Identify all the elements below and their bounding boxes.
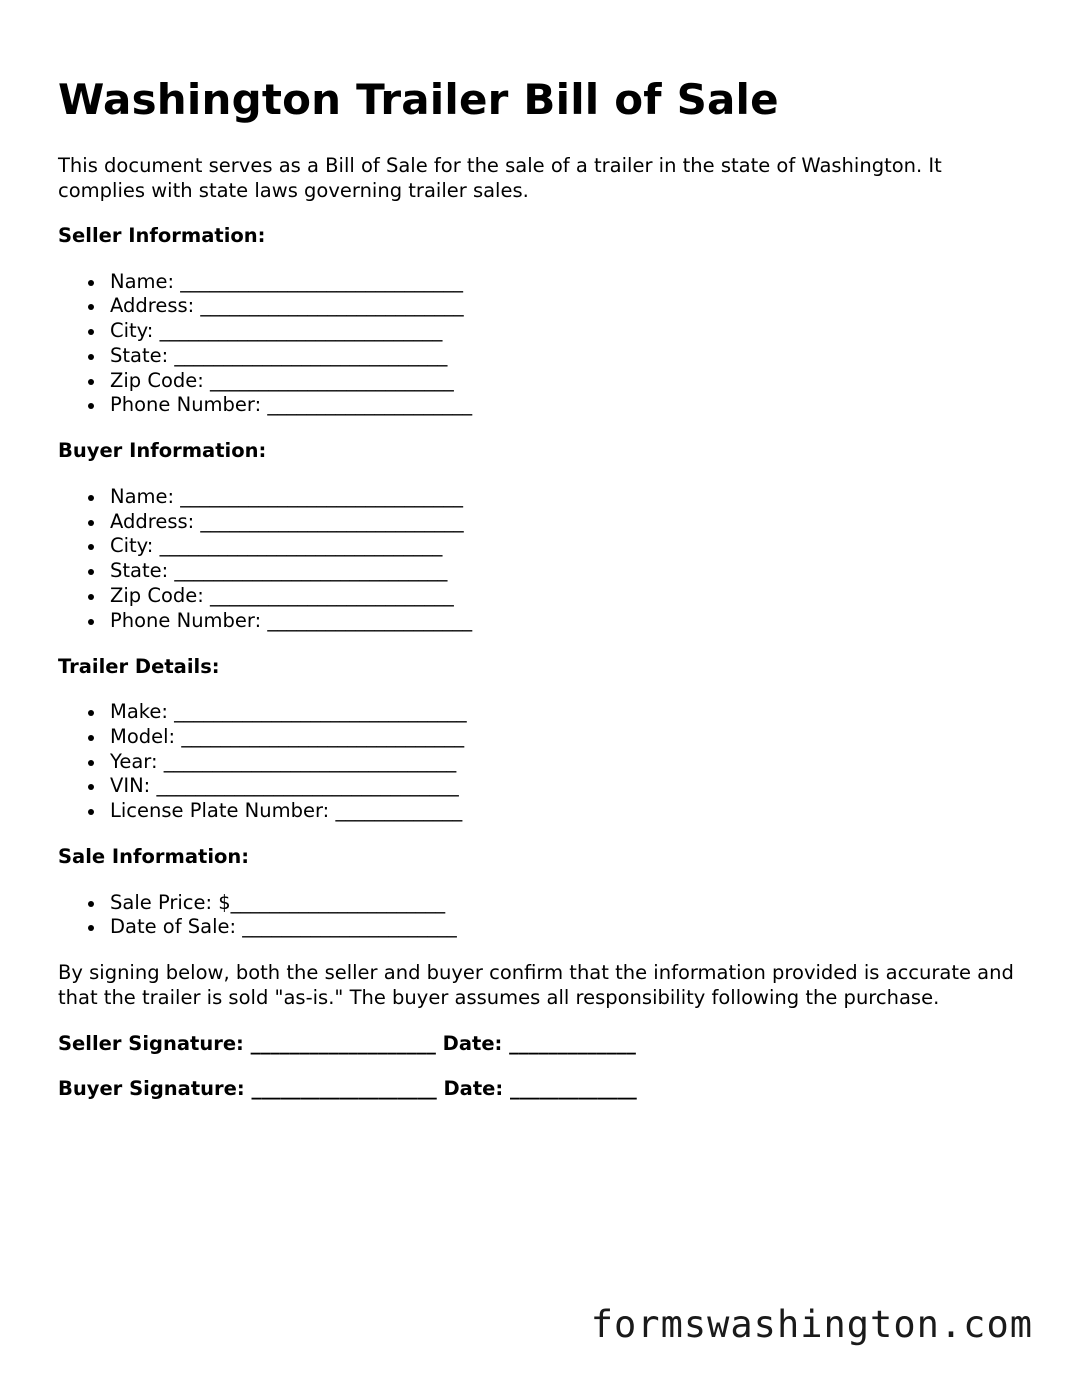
buyer-name-field: Name: _____________________________	[110, 485, 1018, 510]
sale-date-field: Date of Sale: ______________________	[110, 915, 1018, 940]
trailer-make-field: Make: ______________________________	[110, 700, 1018, 725]
buyer-signature-line: Buyer Signature: ___________________ Date: _____________	[58, 1077, 637, 1101]
seller-phone-field: Phone Number: _____________________	[110, 393, 1018, 418]
seller-zip-field: Zip Code: _________________________	[110, 369, 1018, 394]
seller-heading: Seller Information:	[58, 224, 266, 247]
buyer-phone-field: Phone Number: _____________________	[110, 609, 1018, 634]
page-title: Washington Trailer Bill of Sale	[58, 75, 779, 124]
sale-list	[58, 891, 1018, 941]
buyer-list	[58, 485, 1018, 634]
seller-state-field: State: ____________________________	[110, 344, 1018, 369]
seller-city-field: City: _____________________________	[110, 319, 1018, 344]
trailer-heading: Trailer Details:	[58, 654, 220, 678]
intro-paragraph: This document serves as a Bill of Sale for the sale of a trailer in the state of Washington. It complies with state laws governing trailer sales.	[58, 154, 942, 202]
sale-heading: Sale Information:	[58, 845, 250, 869]
trailer-vin-field: VIN: _______________________________	[110, 774, 1018, 799]
seller-name-field: Name: _____________________________	[110, 270, 1018, 295]
seller-list	[58, 270, 1018, 419]
buyer-city-field: City: _____________________________	[110, 534, 1018, 559]
buyer-zip-field: Zip Code: _________________________	[110, 584, 1018, 609]
seller-signature-line: Seller Signature: ___________________ Date: _____________	[58, 1031, 636, 1055]
closing-paragraph: By signing below, both the seller and buyer confirm that the information provided is accurate and that the trailer is sold "as-is." The buyer assumes all responsibility following the purchase.	[58, 961, 1014, 1009]
seller-address-field: Address: ___________________________	[110, 294, 1018, 319]
trailer-list	[58, 700, 1018, 824]
trailer-year-field: Year: ______________________________	[110, 750, 1018, 775]
buyer-heading: Buyer Information:	[58, 439, 267, 463]
sale-price-field: Sale Price: $______________________	[110, 891, 1018, 916]
trailer-model-field: Model: _____________________________	[110, 725, 1018, 750]
trailer-plate-field: License Plate Number: _____________	[110, 799, 1018, 824]
site-watermark: formswashington.com	[590, 1303, 1033, 1346]
document-page	[58, 70, 1018, 1102]
buyer-state-field: State: ____________________________	[110, 559, 1018, 584]
buyer-address-field: Address: ___________________________	[110, 510, 1018, 535]
